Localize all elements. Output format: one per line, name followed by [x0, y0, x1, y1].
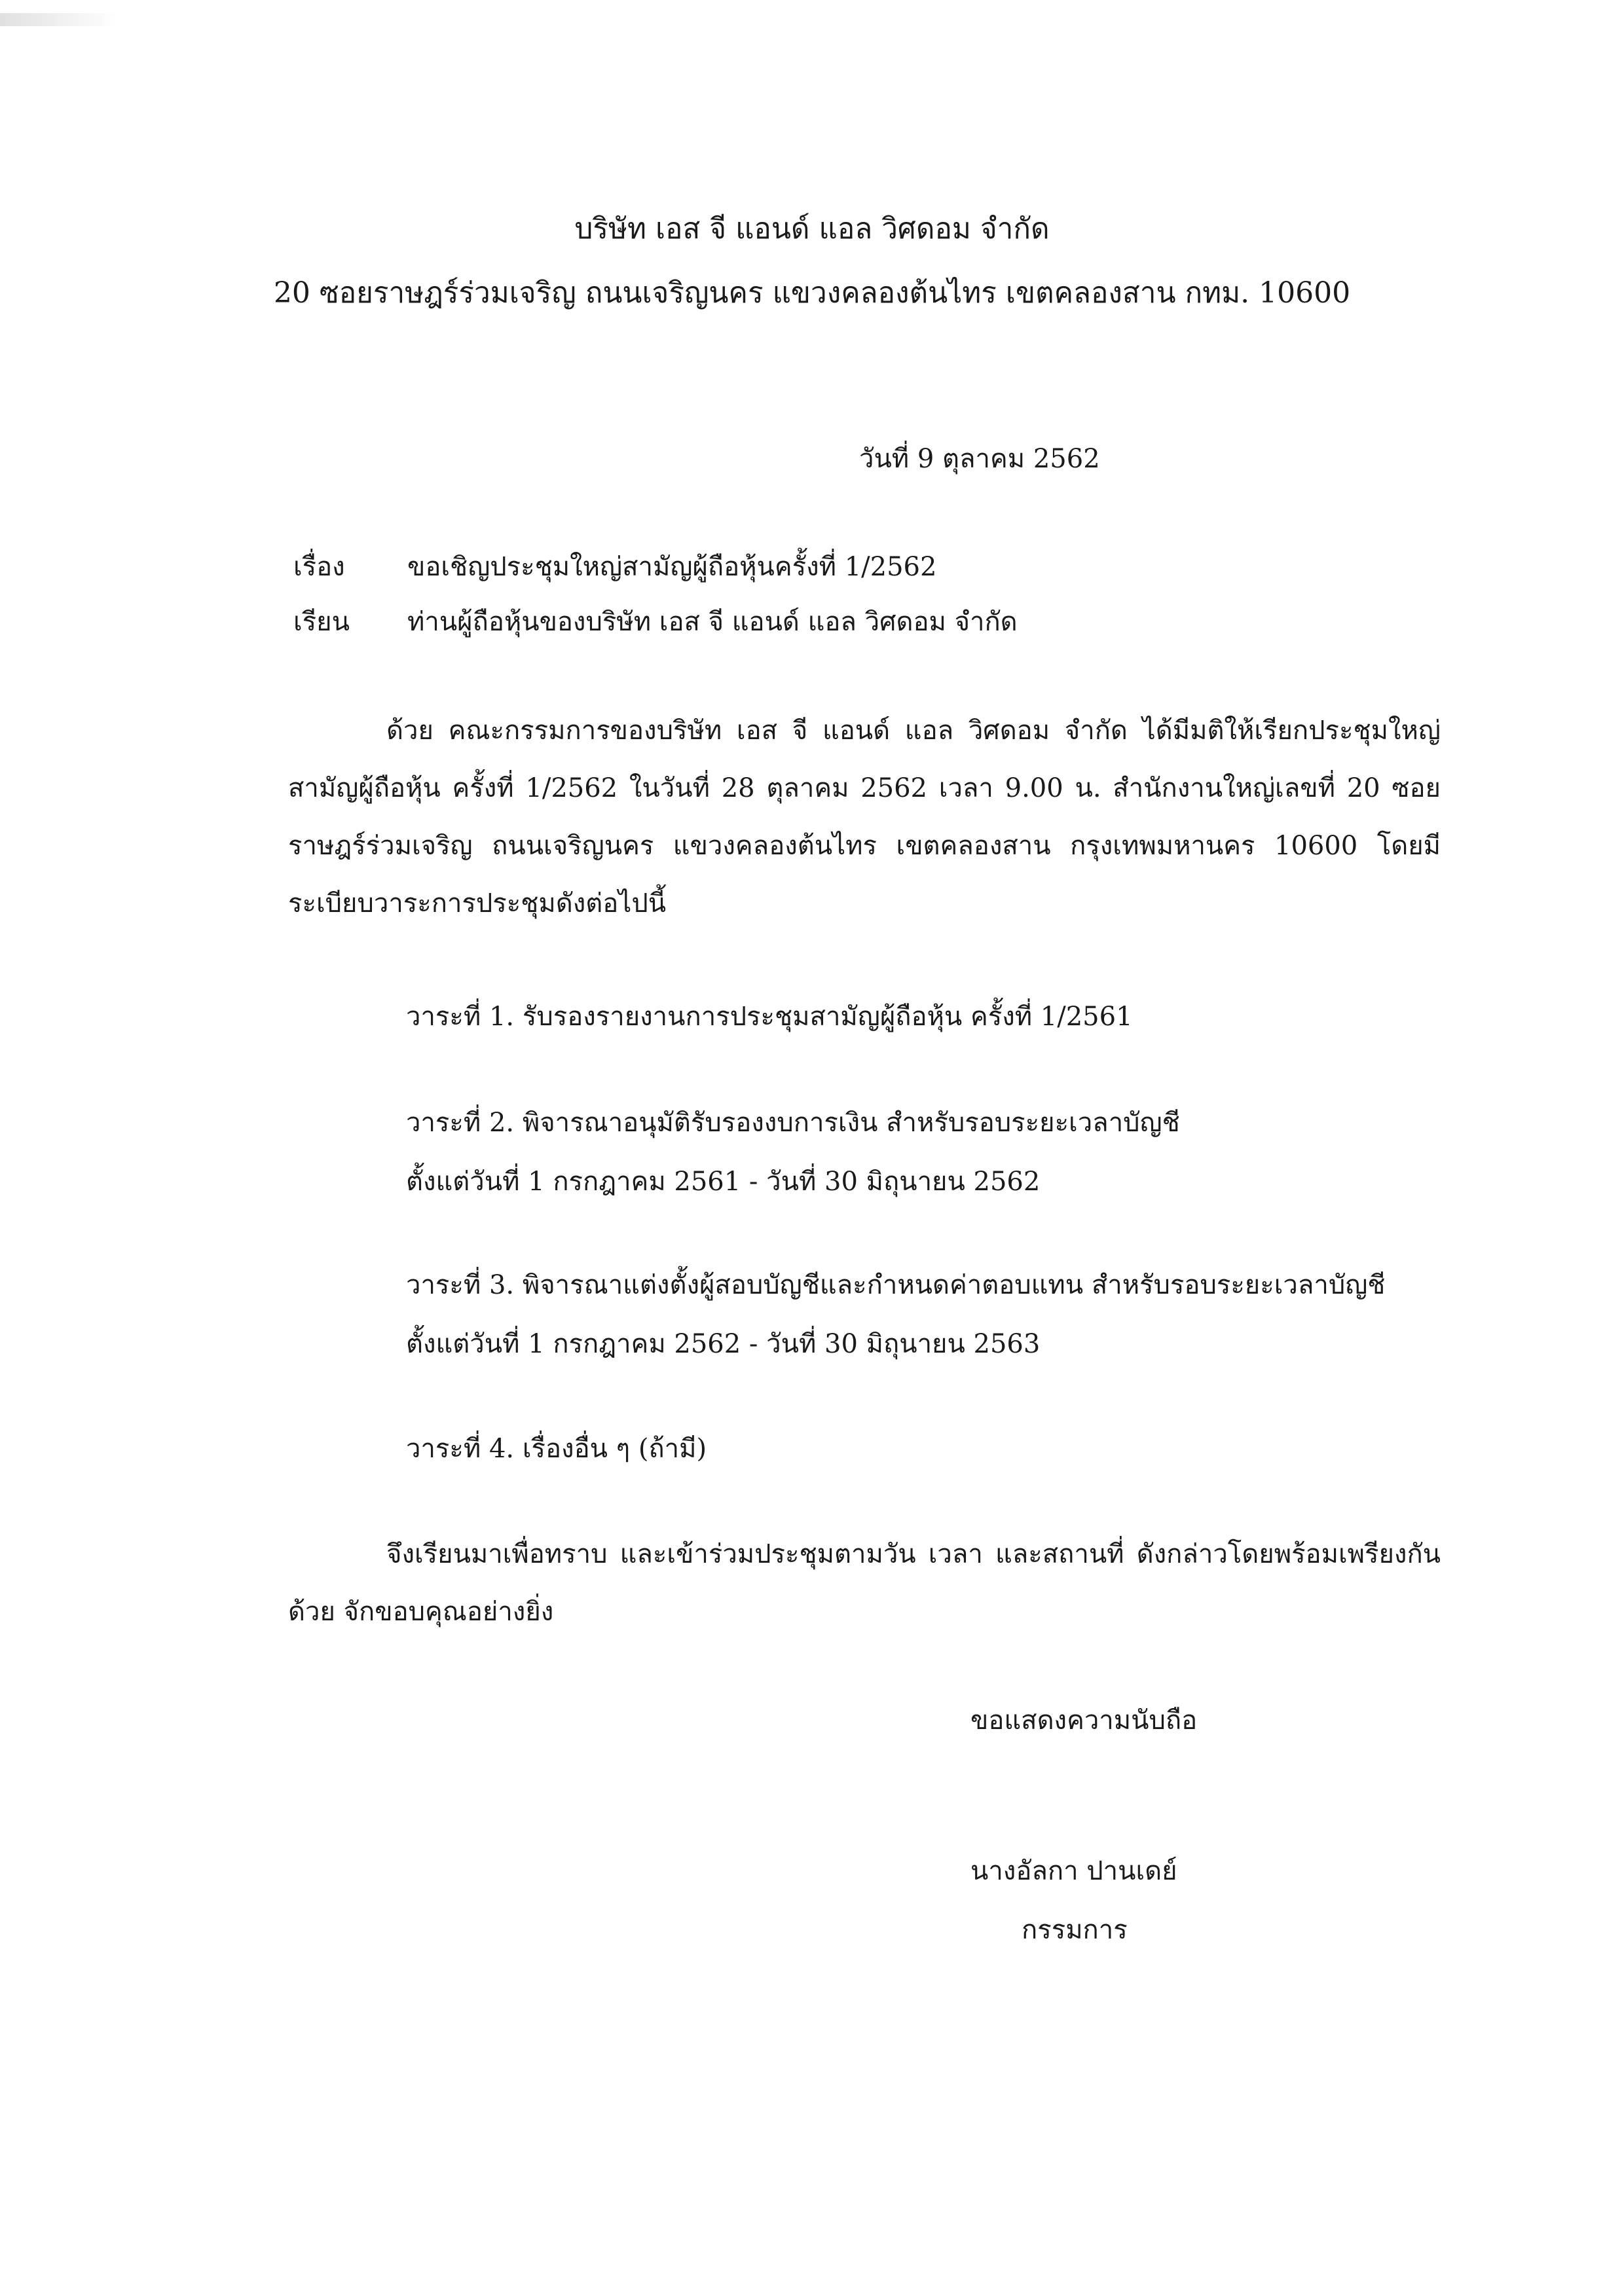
subject-text: ขอเชิญประชุมใหญ่สามัญผู้ถือหุ้นครั้งที่ 1/2562 [407, 552, 937, 582]
agenda-item-1-line-1: วาระที่ 1. รับรองรายงานการประชุมสามัญผู้ถือหุ้น ครั้งที่ 1/2561 [406, 1002, 1133, 1032]
agenda-item-2 [406, 1093, 1180, 1211]
subject-label: เรื่อง [293, 552, 345, 582]
agenda-item-2-line-2: ตั้งแต่วันที่ 1 กรกฎาคม 2561 - วันที่ 30 มิถุนายน 2562 [406, 1167, 1041, 1197]
agenda-item-2-line-1: วาระที่ 2. พิจารณาอนุมัติรับรองงบการเงิน สำหรับรอบระยะเวลาบัญชี [406, 1108, 1180, 1138]
recipient-text: ท่านผู้ถือหุ้นของบริษัท เอส จี แอนด์ แอล วิศดอม จำกัด [407, 607, 1018, 637]
agenda-item-4 [406, 1419, 707, 1478]
company-address: 20 ซอยราษฎร์ร่วมเจริญ ถนนเจริญนคร แขวงคลองต้นไทร เขตคลองสาน กทม. 10600 [273, 276, 1351, 310]
scan-edge-mark [0, 13, 118, 26]
agenda-item-3 [406, 1256, 1385, 1374]
letter-date: วันที่ 9 ตุลาคม 2562 [859, 444, 1100, 474]
signer-title: กรรมการ [1022, 1915, 1128, 1945]
body-paragraph-1: ด้วย คณะกรรมการของบริษัท เอส จี แอนด์ แอล วิศดอม จำกัด ได้มีมติให้เรียกประชุมใหญ่สามัญผู้ถือหุ้น ครั้งที่ 1/2562 ในวันที่ 28 ตุลาคม 2562 เวลา 9.00 น. สำนักงานใหญ่เลขที่ 20 ซอยราษฎร์ร่วมเจริญ ถนนเจริญนคร แขวงคลองต้นไทร เขตคลองสาน กรุงเทพมหานคร 10600 โดยมีระเบียบวาระการประชุมดังต่อไปนี้ [288, 716, 1441, 919]
company-name: บริษัท เอส จี แอนด์ แอล วิศดอม จำกัด [574, 212, 1050, 246]
agenda-item-3-line-1: วาระที่ 3. พิจารณาแต่งตั้งผู้สอบบัญชีและกำหนดค่าตอบแทน สำหรับรอบระยะเวลาบัญชี [406, 1270, 1386, 1300]
recipient-label: เรียน [293, 607, 350, 637]
signer-name: นางอัลกา ปานเดย์ [970, 1856, 1177, 1886]
agenda-item-4-line-1: วาระที่ 4. เรื่องอื่น ๆ (ถ้ามี) [406, 1434, 707, 1464]
body-paragraph-2: จึงเรียนมาเพื่อทราบ และเข้าร่วมประชุมตามวัน เวลา และสถานที่ ดังกล่าวโดยพร้อมเพรียงกันด้วย จักขอบคุณอย่างยิ่ง [288, 1539, 1441, 1627]
agenda-item-1 [406, 987, 1133, 1046]
agenda-item-3-line-2: ตั้งแต่วันที่ 1 กรกฎาคม 2562 - วันที่ 30 มิถุนายน 2563 [406, 1329, 1041, 1359]
closing-phrase: ขอแสดงความนับถือ [970, 1705, 1198, 1736]
